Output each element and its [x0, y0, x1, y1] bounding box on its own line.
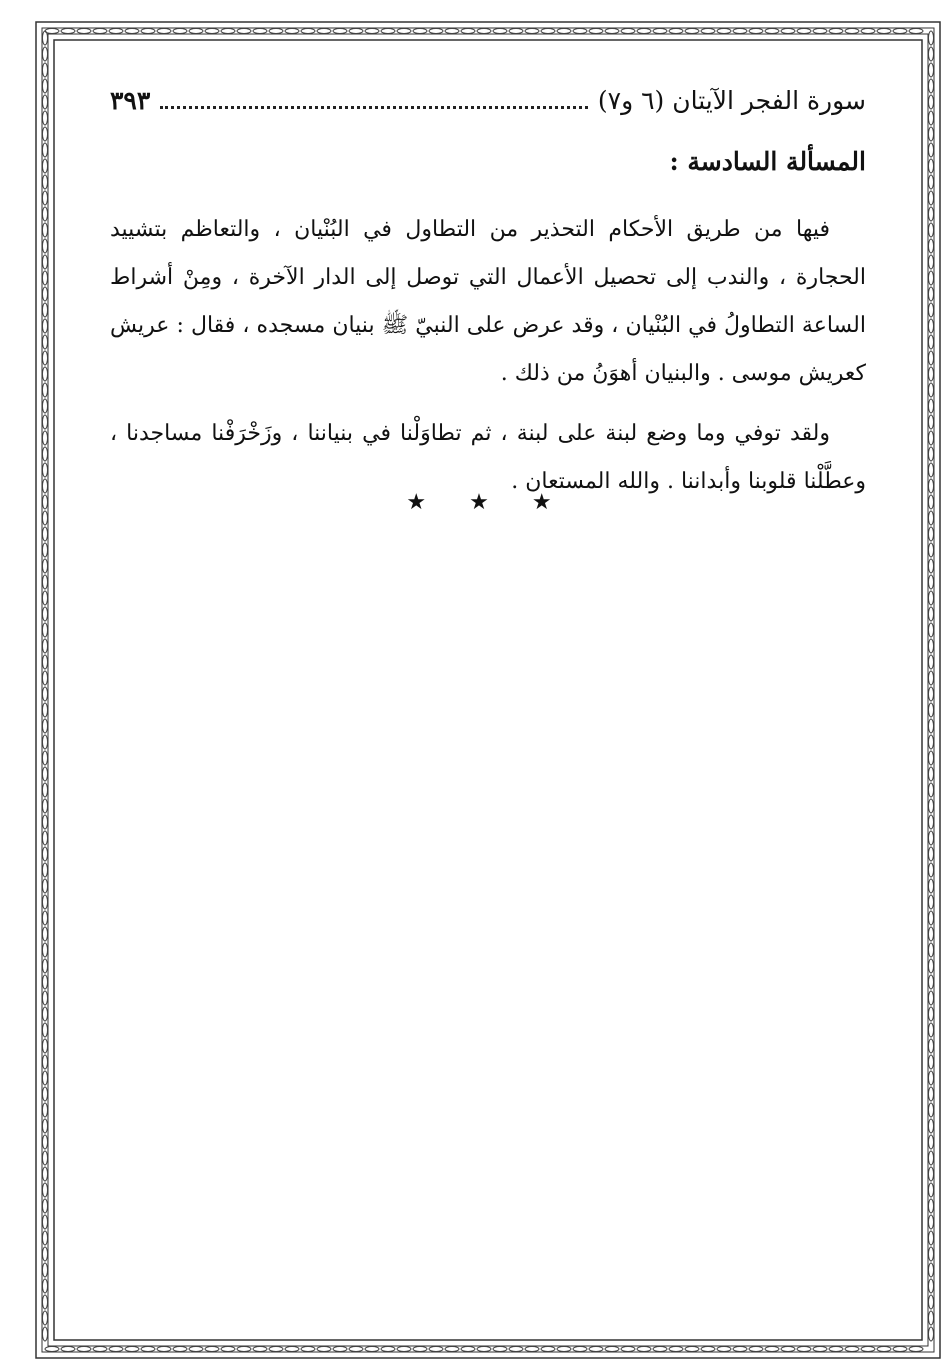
- page-number: ٣٩٣: [110, 85, 151, 115]
- section-separator-stars: ★ ★ ★: [406, 490, 570, 515]
- section-heading: المسألة السادسة :: [669, 147, 866, 176]
- main-text: [110, 140, 866, 518]
- running-title: سورة الفجر الآيتان (٦ و٧): [597, 85, 866, 115]
- paragraph: ولقد توفي وما وضع لبنة على لبنة ، ثم تطاوَلْنا في بنياننا ، وزَخْرَفْنا مساجدنا ، وعطَّلْنا قلوبنا وأبداننا . والله المستعان .: [110, 421, 866, 494]
- paragraph: فيها من طريق الأحكام التحذير من التطاول في البُنْيان ، والتعاظم بتشييد الحجارة ، والندب إلى تحصيل الأعمال التي توصل إلى الدار الآخرة ، ومِنْ أشراط الساعة التطاولُ في البُنْيان ، وقد عرض على النبيّ ﷺ بنيان مسجده ، فقال : عريش كعريش موسى . والبنيان أهوَنُ من ذلك .: [110, 217, 866, 386]
- leader-dots: [160, 106, 588, 109]
- page-header: [110, 80, 866, 120]
